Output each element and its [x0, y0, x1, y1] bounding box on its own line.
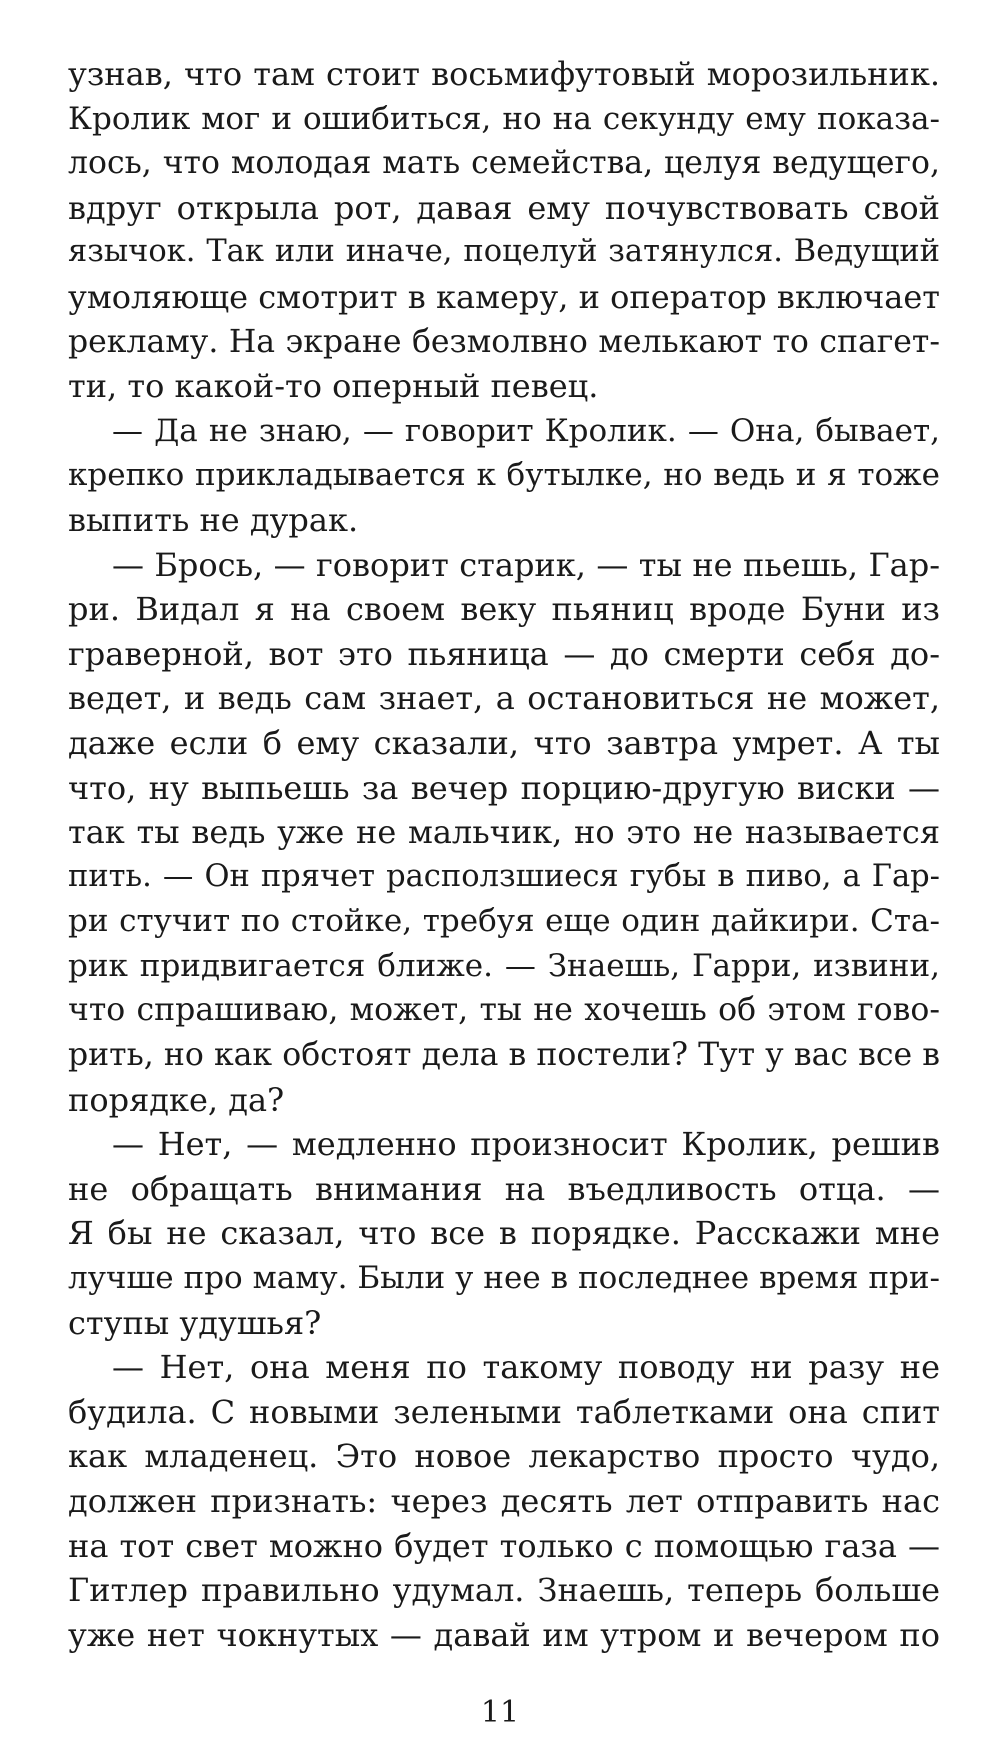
text-line: так ты ведь уже не мальчик, но это не называется — [68, 813, 940, 852]
text-line: крепко прикладывается к бутылке, но ведь и я тоже — [68, 457, 940, 494]
text-line: что, ну выпьешь за вечер порцию-другую виски — — [68, 768, 940, 807]
text-line: Гитлер правильно удумал. Знаешь, теперь больше — [68, 1571, 940, 1610]
text-line: лучше про маму. Были у нее в последнее время при- — [68, 1260, 940, 1297]
text-line: порядке, да? — [68, 1080, 285, 1119]
text-line: на тот свет можно будет только с помощью газа — — [68, 1526, 940, 1565]
text-line: язычок. Так или иначе, поцелуй затянулся. Ведущий — [68, 234, 940, 270]
body-text — [68, 52, 940, 1657]
text-line: вдруг открыла рот, давая ему почувствовать свой — [68, 188, 940, 227]
text-line: рить, но как обстоят дела в постели? Тут у вас все в — [68, 1037, 940, 1074]
text-line: рекламу. На экране безмолвно мелькают то спагет- — [68, 323, 940, 360]
text-line: узнав, что там стоит восьмифутовый морозильник. — [68, 55, 940, 93]
text-line: умоляюще смотрит в камеру, и оператор включает — [68, 277, 940, 316]
text-line: будила. С новыми зелеными таблетками она спит — [68, 1392, 940, 1431]
text-line: ступы удушья? — [68, 1303, 322, 1342]
text-line: — Да не знаю, — говорит Кролик. — Она, бывает, — [112, 412, 940, 449]
text-line: уже нет чокнутых — давай им утром и вечером по — [68, 1615, 940, 1654]
text-line: ти, то какой-то оперный певец. — [68, 367, 599, 406]
text-line: что спрашиваю, может, ты не хочешь об этом гово- — [68, 992, 940, 1029]
page-number: 11 — [480, 1695, 520, 1730]
text-line: граверной, вот это пьяница — до смерти себя до- — [68, 634, 940, 673]
text-line: — Нет, она меня по такому поводу ни разу не — [112, 1348, 940, 1387]
text-line: как младенец. Это новое лекарство просто чудо, — [68, 1437, 940, 1476]
text-line: пить. — Он прячет расползшиеся губы в пиво, а Гар- — [68, 858, 940, 894]
text-line: выпить не дурак. — [68, 500, 359, 539]
text-line: — Брось, — говорит старик, — ты не пьешь, Гар- — [112, 545, 940, 584]
text-line: ри стучит по стойке, требуя еще один дайкири. Ста- — [68, 903, 940, 940]
text-line: даже если б ему сказали, что завтра умрет. А ты — [68, 723, 940, 762]
text-line: должен признать: через десять лет отправить нас — [68, 1482, 940, 1520]
text-line: лось, что молодая мать семейства, целуя ведущего, — [68, 145, 940, 182]
text-line: не обращать внимания на въедливость отца. — — [68, 1169, 940, 1208]
text-line: Кролик мог и ошибиться, но на секунду ему показа- — [68, 100, 940, 137]
text-line: ведет, и ведь сам знает, а остановиться не может, — [68, 679, 940, 718]
text-line: — Нет, — медленно произносит Кролик, решив — [112, 1125, 940, 1164]
text-line: рик придвигается ближе. — Знаешь, Гарри, извини, — [68, 947, 940, 984]
text-line: Я бы не сказал, что все в порядке. Расскажи мне — [68, 1214, 940, 1253]
text-line: ри. Видал я на своем веку пьяниц вроде Буни из — [68, 590, 940, 629]
